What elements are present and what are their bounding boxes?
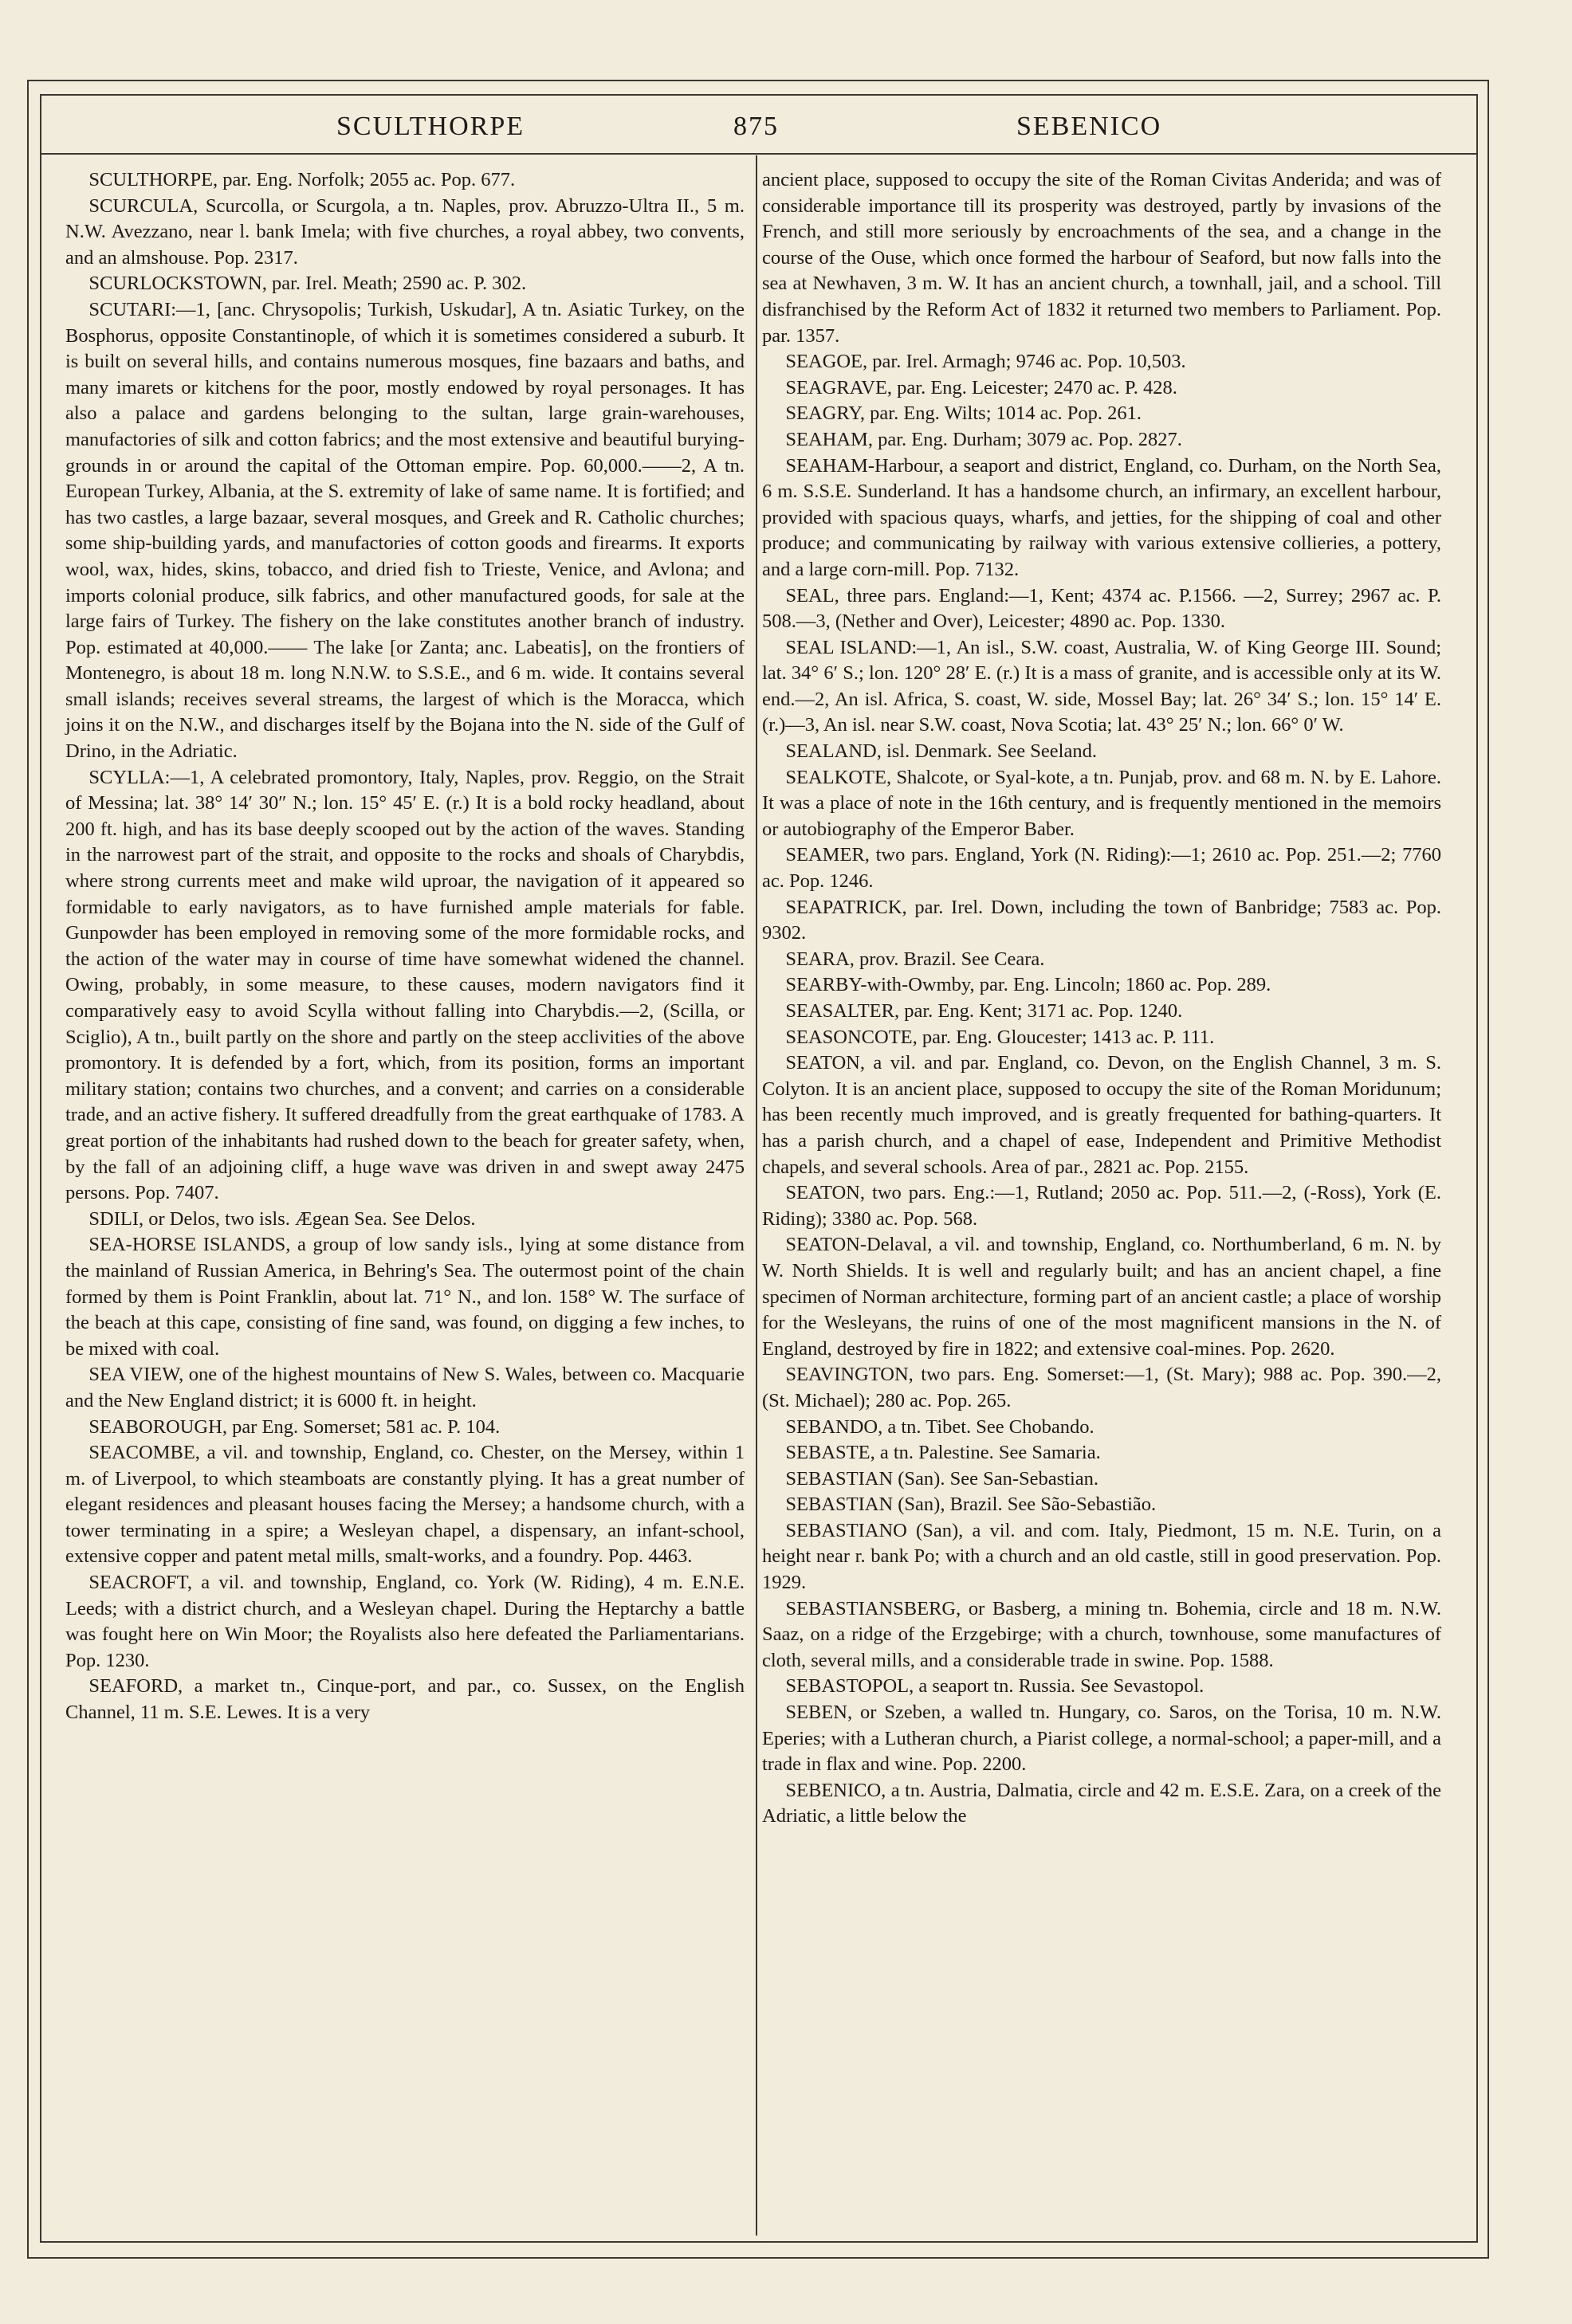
- gazetteer-entry: SEABOROUGH, par Eng. Somerset; 581 ac. P. 104.: [88, 1415, 501, 1438]
- gazetteer-entry: SEAGRY, par. Eng. Wilts; 1014 ac. Pop. 261.: [785, 402, 1142, 425]
- gazetteer-entry: SEAL ISLAND:—1, An isl., S.W. coast, Australia, W. of King George III. Sound; lat. 34° 6′ S.; lon. 120° 28′ E. (r.) It is a mass of granite, and is accessible only at its W. end.—2, An isl. Africa, S. coast, W. side, Mossel Bay; lat. 26° 34′ S.; lon. 15° 14′ E. (r.)—3, An isl. near S.W. coast, Nova Scotia; lat. 43° 25′ N.; lon. 66° 0′ W.: [762, 636, 1441, 736]
- gazetteer-entry: SEASALTER, par. Eng. Kent; 3171 ac. Pop. 1240.: [785, 1000, 1183, 1022]
- gazetteer-entry: SCURCULA, Scurcolla, or Scurgola, a tn. Naples, prov. Abruzzo-Ultra II., 5 m. N.W. Avezzano, near l. bank Imela; with five churches, a royal abbey, two convents, and an almshouse. Pop. 2317.: [65, 194, 745, 269]
- gazetteer-entry: SEBASTIAN (San). See San-Sebastian.: [785, 1467, 1099, 1490]
- running-head-left: SCULTHORPE: [336, 112, 525, 141]
- gazetteer-entry: SEARBY-with-Owmby, par. Eng. Lincoln; 1860 ac. Pop. 289.: [785, 974, 1271, 996]
- gazetteer-entry: SEBEN, or Szeben, a walled tn. Hungary, co. Saros, on the Torisa, 10 m. N.W. Eperies; with a Lutheran church, a Piarist college, a normal-school; a paper-mill, and a trade in flax and wine. Pop. 2200.: [762, 1702, 1441, 1776]
- gazetteer-entry: SEATON-Delaval, a vil. and township, England, co. Northumberland, 6 m. N. by W. North Shields. It is well and regularly built; and has an ancient chapel, a fine specimen of Norman architecture, forming part of an ancient castle; a place of worship for the Wesleyans, the ruins of one of the most magnificent mansions in the N. of England, destroyed by fire in 1822; and extensive coal-mines. Pop. 2620.: [762, 1234, 1441, 1360]
- gazetteer-entry: SEBASTIANSBERG, or Basberg, a mining tn. Bohemia, circle and 18 m. N.W. Saaz, on a ridge of the Erzgebirge; with a church, townhouse, some manufactures of cloth, several mills, and a considerable trade in swine. Pop. 1588.: [762, 1597, 1441, 1671]
- gazetteer-entry: SEBANDO, a tn. Tibet. See Chobando.: [785, 1415, 1095, 1438]
- gazetteer-entry: SEASONCOTE, par. Eng. Gloucester; 1413 ac. P. 111.: [785, 1026, 1215, 1048]
- gazetteer-entry: SEALKOTE, Shalcote, or Syal-kote, a tn. Punjab, prov. and 68 m. N. by E. Lahore. It was a place of note in the 16th century, and is frequently mentioned in the memoirs or autobiography of the Emperor Baber.: [762, 766, 1441, 840]
- gazetteer-entry: SEAGOE, par. Irel. Armagh; 9746 ac. Pop. 10,503.: [785, 351, 1186, 373]
- gazetteer-entry: SCUTARI:—1, [anc. Chrysopolis; Turkish, Uskudar], A tn. Asiatic Turkey, on the Bosphorus, opposite Constantinople, of which it is sometimes considered a suburb. It is built on several hills, and contains numerous mosques, fine bazaars and baths, and many imarets or kitchens for the poor, mostly endowed by royal personages. It has also a palace and gardens belonging to the sultan, large grain-warehouses, manufactories of silk and cotton fabrics; and the most extensive and beautiful burying-grounds in or around the capital of the Ottoman empire. Pop. 60,000.——2, A tn. European Turkey, Albania, at the S. extremity of lake of same name. It is fortified; and has two castles, a large bazaar, several mosques, and Greek and R. Catholic churches; some ship-building yards, and manufactories of cotton goods and firearms. It exports wool, wax, hides, skins, tobacco, and dried fish to Trieste, Venice, and Avlona; and imports colonial produce, silk fabrics, and other manufactured goods, for sale at the large fairs of Turkey. The fishery on the lake constitutes another branch of industry. Pop. estimated at 40,000.—— The lake [or Zanta; anc. Labeatis], on the frontiers of Montenegro, is about 18 m. long N.N.W. to S.S.E., and 6 m. wide. It contains several small islands; receives several streams, the largest of which is the Moracca, which joins it on the N.W., and discharges itself by the Bojana into the N. side of the Gulf of Drino, in the Adriatic.: [65, 298, 745, 763]
- gazetteer-entry: SEAL, three pars. England:—1, Kent; 4374 ac. P.1566. —2, Surrey; 2967 ac. P. 508.—3, (Nether and Over), Leicester; 4890 ac. Pop. 1330.: [762, 584, 1441, 633]
- right-column: [762, 167, 1441, 1830]
- gazetteer-entry: SEATON, two pars. Eng.:—1, Rutland; 2050 ac. Pop. 511.—2, (-Ross), York (E. Riding); 3380 ac. Pop. 568.: [762, 1182, 1441, 1230]
- gazetteer-entry: SEBASTOPOL, a seaport tn. Russia. See Sevastopol.: [785, 1675, 1205, 1698]
- gazetteer-entry: SCULTHORPE, par. Eng. Norfolk; 2055 ac. Pop. 677.: [88, 169, 516, 190]
- gazetteer-entry: SEACOMBE, a vil. and township, England, co. Chester, on the Mersey, within 1 m. of Liverpool, to which steamboats are constantly plying. It has a great number of elegant residences and pleasant houses facing the Mersey; a handsome church, with a tower terminating in a spire; a Wesleyan chapel, a dispensary, an infant-school, extensive copper and patent metal mills, smalt-works, and a foundry. Pop. 4463.: [65, 1442, 745, 1568]
- gazetteer-entry: SEAPATRICK, par. Irel. Down, including the town of Banbridge; 7583 ac. Pop. 9302.: [762, 896, 1441, 944]
- gazetteer-entry: SEBENICO, a tn. Austria, Dalmatia, circle and 42 m. E.S.E. Zara, on a creek of the Adriatic, a little below the: [762, 1779, 1441, 1827]
- gazetteer-entry: SEALAND, isl. Denmark. See Seeland.: [785, 740, 1097, 763]
- header-rule: [40, 153, 1476, 155]
- gazetteer-entry: SEBASTIAN (San), Brazil. See São-Sebastião.: [785, 1494, 1157, 1516]
- gazetteer-entry: SEBASTE, a tn. Palestine. See Samaria.: [785, 1442, 1101, 1464]
- gazetteer-entry: SCURLOCKSTOWN, par. Irel. Meath; 2590 ac. P. 302.: [88, 273, 527, 295]
- gazetteer-entry: SEAHAM-Harbour, a seaport and district, England, co. Durham, on the North Sea, 6 m. S.S.E. Sunderland. It has a handsome church, an infirmary, an excellent harbour, provided with spacious quays, wharfs, and jetties, for the shipping of coal and other produce; and communicating by railway with various extensive collieries, a pottery, and a large corn-mill. Pop. 7132.: [762, 454, 1441, 580]
- page-number: 875: [733, 112, 779, 141]
- gazetteer-entry: SEAGRAVE, par. Eng. Leicester; 2470 ac. P. 428.: [785, 376, 1177, 398]
- column-divider: [756, 155, 757, 2236]
- gazetteer-entry: SEAHAM, par. Eng. Durham; 3079 ac. Pop. 2827.: [785, 428, 1182, 450]
- gazetteer-entry: SEAFORD, a market tn., Cinque-port, and par., co. Sussex, on the English Channel, 11 m. S.E. Lewes. It is a very: [65, 1675, 745, 1724]
- gazetteer-entry: SDILI, or Delos, two isls. Ægean Sea. See Delos.: [88, 1207, 476, 1230]
- gazetteer-entry: ancient place, supposed to occupy the site of the Roman Civitas Anderida; and was of considerable importance till its prosperity was destroyed, partly by invasions of the French, and still more seriously by encroachments of the sea, and a change in the course of the Ouse, which once formed the harbour of Seaford, but now falls into the sea at Newhaven, 3 m. W. It has an ancient church, a townhall, jail, and a school. Till disfranchised by the Reform Act of 1832 it returned two members to Parliament. Pop. par. 1357.: [762, 169, 1441, 347]
- gazetteer-entry: SEAMER, two pars. England, York (N. Riding):—1; 2610 ac. Pop. 251.—2; 7760 ac. Pop. 1246.: [762, 844, 1441, 893]
- gazetteer-entry: SCYLLA:—1, A celebrated promontory, Italy, Naples, prov. Reggio, on the Strait of Messina; lat. 38° 14′ 30″ N.; lon. 15° 45′ E. (r.) It is a bold rocky headland, about 200 ft. high, and has its base deeply scooped out by the action of the waves. Standing in the narrowest part of the strait, and opposite to the rocks and shoals of Charybdis, where strong currents meet and make wild uproar, the navigation of it appeared so formidable to early navigators, as to have furnished ample materials for fable. Gunpowder has been employed in removing some of the more formidable rocks, and the action of the water may in course of time have somewhat widened the channel. Owing, probably, in some measure, to these causes, modern navigators find it comparatively easy to avoid Scylla without falling into Charybdis.—2, (Scilla, or Sciglio), A tn., built partly on the shore and partly on the steep acclivities of the above promontory. It is defended by a fort, which, from its position, forms an important military station; contains two churches, and a convent; and carries on a considerable trade, and an active fishery. It suffered dreadfully from the great earthquake of 1783. A great portion of the inhabitants had rushed down to the beach for greater safety, when, by the fall of an adjoining cliff, a huge wave was driven in and swept away 2475 persons. Pop. 7407.: [65, 766, 745, 1204]
- gazetteer-entry: SEBASTIANO (San), a vil. and com. Italy, Piedmont, 15 m. N.E. Turin, on a height near r. bank Po; with a church and an old castle, still in good preservation. Pop. 1929.: [762, 1519, 1441, 1594]
- gazetteer-entry: SEA VIEW, one of the highest mountains of New S. Wales, between co. Macquarie and the New England district; it is 6000 ft. in height.: [65, 1364, 745, 1411]
- gazetteer-entry: SEAVINGTON, two pars. Eng. Somerset:—1, (St. Mary); 988 ac. Pop. 390.—2, (St. Michael); 280 ac. Pop. 265.: [762, 1364, 1441, 1411]
- gazetteer-entry: SEA-HORSE ISLANDS, a group of low sandy isls., lying at some distance from the mainland of Russian America, in Behring's Sea. The outermost point of the chain formed by them is Point Franklin, about lat. 71° N., and lon. 158° W. The surface of the beach at this cape, consisting of fine sand, was found, on digging a few inches, to be mixed with coal.: [65, 1234, 745, 1360]
- gazetteer-entry: SEACROFT, a vil. and township, England, co. York (W. Riding), 4 m. E.N.E. Leeds; with a district church, and a Wesleyan chapel. During the Heptarchy a battle was fought here on Win Moor; the Royalists also here defeated the Parliamentarians. Pop. 1230.: [65, 1572, 745, 1671]
- left-column: [65, 167, 745, 1726]
- gazetteer-entry: SEATON, a vil. and par. England, co. Devon, on the English Channel, 3 m. S. Colyton. It is an ancient place, supposed to occupy the site of the Roman Moridunum; has been recently much improved, and is greatly frequented for bathing-quarters. It has a parish church, and a chapel of ease, Independent and Primitive Methodist chapels, and several schools. Area of par., 2821 ac. Pop. 2155.: [762, 1052, 1441, 1178]
- running-head-right: SEBENICO: [1016, 112, 1162, 141]
- gazetteer-entry: SEARA, prov. Brazil. See Ceara.: [785, 948, 1045, 970]
